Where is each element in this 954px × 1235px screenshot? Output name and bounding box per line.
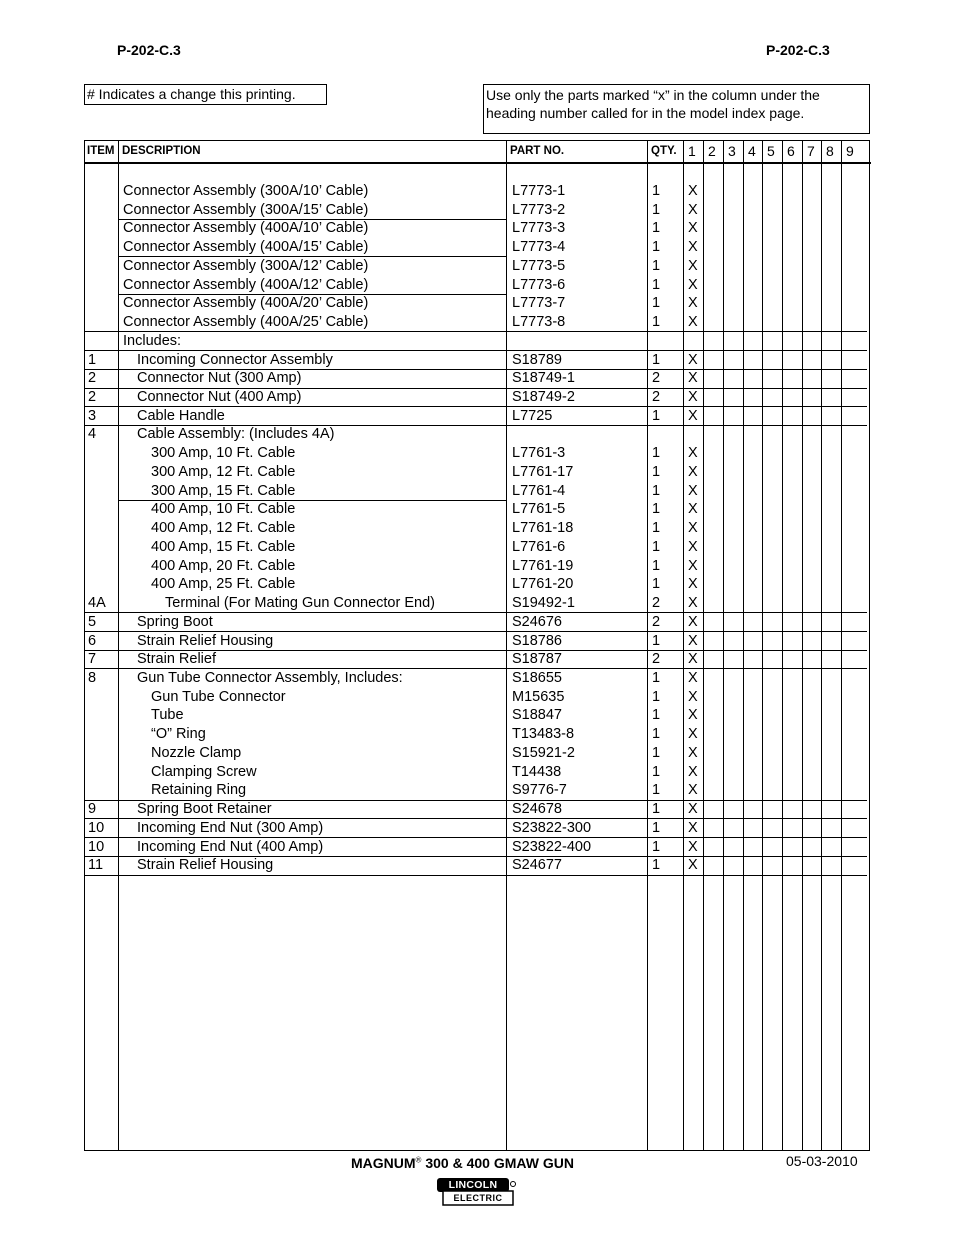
usage-note	[483, 84, 870, 134]
description: Nozzle Clamp	[151, 744, 242, 761]
model-mark: X	[688, 463, 698, 480]
quantity: 1	[652, 576, 661, 593]
part-number: S24676	[512, 613, 562, 630]
quantity: 1	[652, 183, 661, 199]
description: Connector Assembly (300A/12’ Cable)	[123, 257, 369, 274]
description: 400 Amp, 20 Ft. Cable	[151, 557, 296, 574]
description: Spring Boot	[137, 613, 213, 630]
model-mark: X	[688, 613, 698, 630]
part-number: S15921-2	[512, 744, 575, 761]
item-number: 4A	[88, 595, 106, 612]
model-mark: X	[688, 482, 698, 499]
header-col-2: 2	[708, 143, 716, 159]
quantity: 2	[652, 613, 661, 630]
model-mark: X	[688, 857, 698, 874]
item-number: 11	[88, 857, 104, 874]
description: Cable Assembly: (Includes 4A)	[137, 426, 335, 443]
quantity: 2	[652, 651, 661, 668]
model-mark: X	[688, 632, 698, 649]
description: Terminal (For Mating Gun Connector End)	[165, 595, 435, 612]
quantity: 1	[652, 744, 661, 761]
model-mark: X	[688, 557, 698, 574]
quantity: 1	[652, 257, 661, 274]
model-mark: X	[688, 370, 698, 387]
page-code-right: P-202-C.3	[766, 42, 830, 58]
quantity: 1	[652, 314, 661, 331]
usage-note-line1: Use only the parts marked “x” in the column under the	[486, 87, 820, 103]
part-number: S9776-7	[512, 782, 567, 799]
part-number: S18787	[512, 651, 562, 668]
change-note	[84, 84, 327, 105]
part-number: L7773-5	[512, 257, 566, 274]
part-number: S18749-1	[512, 370, 575, 387]
description: 300 Amp, 10 Ft. Cable	[151, 445, 296, 462]
product-title-brand: MAGNUM	[351, 1155, 416, 1171]
part-number: S18786	[512, 632, 562, 649]
model-mark: X	[688, 351, 698, 368]
logo-line1: LINCOLN	[448, 1179, 498, 1191]
item-number: 3	[88, 407, 97, 424]
registered-mark: ®	[415, 1155, 422, 1165]
model-mark: X	[688, 819, 698, 836]
quantity: 1	[652, 482, 661, 499]
quantity: 2	[652, 389, 661, 406]
part-number: S23822-300	[512, 819, 592, 836]
model-mark: X	[688, 295, 698, 312]
description: Gun Tube Connector	[151, 688, 286, 705]
part-number: L7761-20	[512, 576, 574, 593]
header-qty: QTY.	[651, 145, 677, 157]
model-mark: X	[688, 220, 698, 237]
model-mark: X	[688, 801, 698, 818]
quantity: 1	[652, 501, 661, 518]
part-number: L7773-6	[512, 276, 566, 293]
description: Incoming End Nut (400 Amp)	[137, 838, 324, 855]
model-mark: X	[688, 501, 698, 518]
description: Connector Assembly (400A/15’ Cable)	[123, 239, 369, 256]
quantity: 1	[652, 276, 661, 293]
quantity: 1	[652, 407, 661, 424]
product-title	[351, 1155, 574, 1171]
part-number: S23822-400	[512, 838, 592, 855]
quantity: 1	[652, 688, 661, 705]
logo-line2: ELECTRIC	[453, 1193, 503, 1203]
quantity: 1	[652, 819, 661, 836]
quantity: 1	[652, 763, 661, 780]
header-description: DESCRIPTION	[122, 145, 201, 157]
model-mark: X	[688, 257, 698, 274]
parts-table	[84, 140, 870, 1151]
model-mark: X	[688, 669, 698, 686]
part-number: T13483-8	[512, 726, 575, 743]
part-number: S18655	[512, 669, 562, 686]
quantity: 2	[652, 370, 661, 387]
quantity: 1	[652, 707, 661, 724]
header-col-9: 9	[846, 143, 854, 159]
description: Strain Relief Housing	[137, 632, 274, 649]
model-mark: X	[688, 314, 698, 331]
quantity: 1	[652, 838, 661, 855]
description: Tube	[151, 707, 184, 724]
description: 400 Amp, 10 Ft. Cable	[151, 501, 296, 518]
part-number: L7773-8	[512, 314, 566, 331]
item-number: 9	[88, 801, 97, 818]
item-number: 10	[88, 838, 105, 855]
item-number: 2	[88, 370, 97, 387]
lincoln-electric-logo	[437, 1178, 517, 1206]
description: 400 Amp, 15 Ft. Cable	[151, 538, 296, 555]
description: Connector Assembly (300A/15’ Cable)	[123, 201, 369, 218]
quantity: 1	[652, 520, 661, 537]
header-col-7: 7	[807, 143, 815, 159]
description: 400 Amp, 25 Ft. Cable	[151, 576, 296, 593]
part-number: S19492-1	[512, 595, 575, 612]
header-col-1: 1	[688, 143, 696, 159]
header-col-6: 6	[787, 143, 795, 159]
part-number: S24678	[512, 801, 562, 818]
header-col-8: 8	[826, 143, 834, 159]
quantity: 1	[652, 632, 661, 649]
part-number: L7773-1	[512, 183, 566, 199]
description: Retaining Ring	[151, 782, 247, 799]
model-mark: X	[688, 707, 698, 724]
model-mark: X	[688, 838, 698, 855]
model-mark: X	[688, 782, 698, 799]
description: Connector Assembly (400A/25’ Cable)	[123, 314, 369, 331]
part-number: S24677	[512, 857, 562, 874]
description: Cable Handle	[137, 407, 225, 424]
item-number: 10	[88, 819, 105, 836]
model-mark: X	[688, 744, 698, 761]
model-mark: X	[688, 538, 698, 555]
description: Connector Nut (300 Amp)	[137, 370, 302, 387]
description: Incoming End Nut (300 Amp)	[137, 819, 324, 836]
model-mark: X	[688, 576, 698, 593]
header-col-3: 3	[728, 143, 736, 159]
quantity: 1	[652, 801, 661, 818]
model-mark: X	[688, 688, 698, 705]
quantity: 1	[652, 669, 661, 686]
description: Connector Assembly (400A/20’ Cable)	[123, 295, 369, 312]
part-number: T14438	[512, 763, 562, 780]
part-number: L7773-2	[512, 201, 566, 218]
part-number: L7773-4	[512, 239, 566, 256]
part-number: L7725	[512, 407, 553, 424]
item-number: 4	[88, 426, 97, 443]
description: Includes:	[123, 332, 182, 349]
model-mark: X	[688, 651, 698, 668]
part-number: L7761-4	[512, 482, 566, 499]
model-mark: X	[688, 183, 698, 199]
page-code-left: P-202-C.3	[117, 42, 181, 58]
model-mark: X	[688, 763, 698, 780]
item-number: 7	[88, 651, 97, 668]
quantity: 1	[652, 351, 661, 368]
quantity: 2	[652, 595, 661, 612]
description: Connector Assembly (400A/12’ Cable)	[123, 276, 369, 293]
item-number: 2	[88, 389, 97, 406]
part-number: L7761-5	[512, 501, 566, 518]
part-number: L7761-6	[512, 538, 566, 555]
model-mark: X	[688, 445, 698, 462]
revision-date: 05-03-2010	[786, 1153, 858, 1169]
description: Gun Tube Connector Assembly, Includes:	[137, 669, 403, 686]
part-number: L7761-18	[512, 520, 574, 537]
header-part-no: PART NO.	[510, 145, 565, 157]
description: 300 Amp, 15 Ft. Cable	[151, 482, 296, 499]
change-note-text: # Indicates a change this printing.	[87, 86, 296, 102]
description: “O” Ring	[151, 726, 206, 743]
quantity: 1	[652, 239, 661, 256]
quantity: 1	[652, 463, 661, 480]
item-number: 6	[88, 632, 97, 649]
quantity: 1	[652, 726, 661, 743]
item-number: 1	[88, 351, 97, 368]
quantity: 1	[652, 557, 661, 574]
description: Clamping Screw	[151, 763, 257, 780]
model-mark: X	[688, 239, 698, 256]
part-number: S18749-2	[512, 389, 575, 406]
model-mark: X	[688, 389, 698, 406]
model-mark: X	[688, 520, 698, 537]
model-mark: X	[688, 726, 698, 743]
description: 400 Amp, 12 Ft. Cable	[151, 520, 296, 537]
model-mark: X	[688, 407, 698, 424]
usage-note-line2: heading number called for in the model index page.	[486, 105, 805, 121]
part-number: L7773-7	[512, 295, 566, 312]
description: 300 Amp, 12 Ft. Cable	[151, 463, 296, 480]
part-number: L7761-19	[512, 557, 574, 574]
description: Connector Nut (400 Amp)	[137, 389, 302, 406]
part-number: S18789	[512, 351, 562, 368]
part-number: L7761-3	[512, 445, 566, 462]
quantity: 1	[652, 538, 661, 555]
description: Connector Assembly (400A/10’ Cable)	[123, 220, 369, 237]
quantity: 1	[652, 295, 661, 312]
header-item: ITEM	[87, 145, 115, 157]
item-number: 5	[88, 613, 97, 630]
quantity: 1	[652, 445, 661, 462]
quantity: 1	[652, 782, 661, 799]
part-number: S18847	[512, 707, 562, 724]
model-mark: X	[688, 201, 698, 218]
part-number: L7773-3	[512, 220, 566, 237]
quantity: 1	[652, 220, 661, 237]
description: Incoming Connector Assembly	[137, 351, 333, 368]
model-mark: X	[688, 595, 698, 612]
description: Strain Relief Housing	[137, 857, 274, 874]
header-col-5: 5	[767, 143, 775, 159]
header-col-4: 4	[748, 143, 756, 159]
description: Spring Boot Retainer	[137, 801, 272, 818]
description: Connector Assembly (300A/10’ Cable)	[123, 183, 369, 199]
description: Strain Relief	[137, 651, 216, 668]
quantity: 1	[652, 857, 661, 874]
part-number: M15635	[512, 688, 565, 705]
model-mark: X	[688, 276, 698, 293]
part-number: L7761-17	[512, 463, 574, 480]
quantity: 1	[652, 201, 661, 218]
item-number: 8	[88, 669, 97, 686]
product-title-rest: 300 & 400 GMAW GUN	[421, 1155, 574, 1171]
